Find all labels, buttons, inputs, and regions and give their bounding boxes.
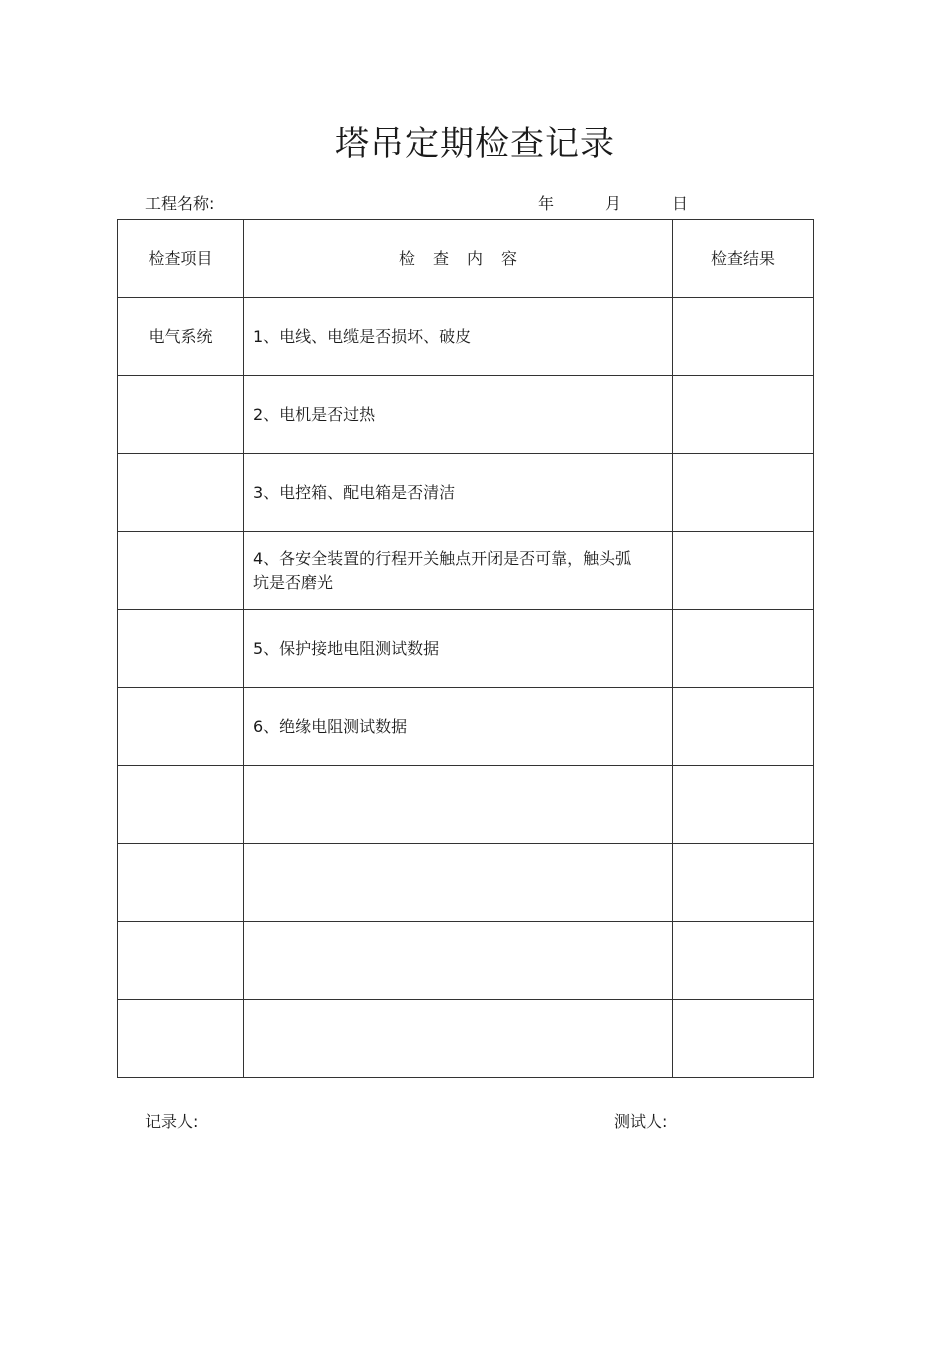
table-row xyxy=(118,454,814,532)
row-item-cell xyxy=(118,844,244,922)
header-inspection-item: 检查项目 xyxy=(118,220,244,298)
table-row xyxy=(118,376,814,454)
table-row xyxy=(118,298,814,376)
row-content-cell: 1、电线、电缆是否损坏、破皮 xyxy=(244,298,673,376)
table-row xyxy=(118,766,814,844)
row-content-cell: 2、电机是否过热 xyxy=(244,376,673,454)
project-name-label: 工程名称: xyxy=(145,194,215,213)
table-header-row xyxy=(118,220,814,298)
table-row xyxy=(118,844,814,922)
row-item-cell xyxy=(118,1000,244,1078)
table-row xyxy=(118,688,814,766)
row-content-cell: 5、保护接地电阻测试数据 xyxy=(244,610,673,688)
header-inspection-result: 检查结果 xyxy=(673,220,814,298)
table-row xyxy=(118,610,814,688)
row-item-cell xyxy=(118,532,244,610)
table-row xyxy=(118,532,814,610)
row-content-cell: 3、电控箱、配电箱是否清洁 xyxy=(244,454,673,532)
row-result-cell[interactable] xyxy=(673,376,814,454)
recorder-label: 记录人: xyxy=(145,1112,199,1131)
row-result-cell[interactable] xyxy=(673,1000,814,1078)
row-item-cell xyxy=(118,922,244,1000)
row-item-cell xyxy=(118,610,244,688)
row-result-cell[interactable] xyxy=(673,922,814,1000)
row-item-cell xyxy=(118,454,244,532)
row-content-cell xyxy=(244,922,673,1000)
row-result-cell[interactable] xyxy=(673,688,814,766)
row-item-cell xyxy=(118,688,244,766)
table-row xyxy=(118,922,814,1000)
document-title: 塔吊定期检查记录 xyxy=(335,124,615,164)
row-result-cell[interactable] xyxy=(673,610,814,688)
header-inspection-content xyxy=(244,220,673,298)
date-day-label: 日 xyxy=(672,194,689,213)
row-content-cell: 4、各安全装置的行程开关触点开闭是否可靠，触头弧坑是否磨光 xyxy=(244,532,673,610)
tester-label: 测试人: xyxy=(614,1112,668,1131)
row-item-cell xyxy=(118,766,244,844)
date-month-label: 月 xyxy=(605,194,622,213)
inspection-table xyxy=(117,219,814,1078)
header-content-char: 容 xyxy=(501,248,518,268)
row-item-cell: 电气系统 xyxy=(118,298,244,376)
row-content-cell xyxy=(244,766,673,844)
row-result-cell[interactable] xyxy=(673,844,814,922)
row-result-cell[interactable] xyxy=(673,454,814,532)
row-result-cell[interactable] xyxy=(673,298,814,376)
row-result-cell[interactable] xyxy=(673,766,814,844)
table-row xyxy=(118,1000,814,1078)
date-year-label: 年 xyxy=(538,194,555,213)
row-content-cell xyxy=(244,844,673,922)
row-item-cell xyxy=(118,376,244,454)
header-content-char: 内 xyxy=(467,248,484,268)
header-content-char: 检 xyxy=(398,248,415,268)
row-result-cell[interactable] xyxy=(673,532,814,610)
row-content-cell: 6、绝缘电阻测试数据 xyxy=(244,688,673,766)
row-content-cell xyxy=(244,1000,673,1078)
header-content-char: 查 xyxy=(432,248,449,268)
